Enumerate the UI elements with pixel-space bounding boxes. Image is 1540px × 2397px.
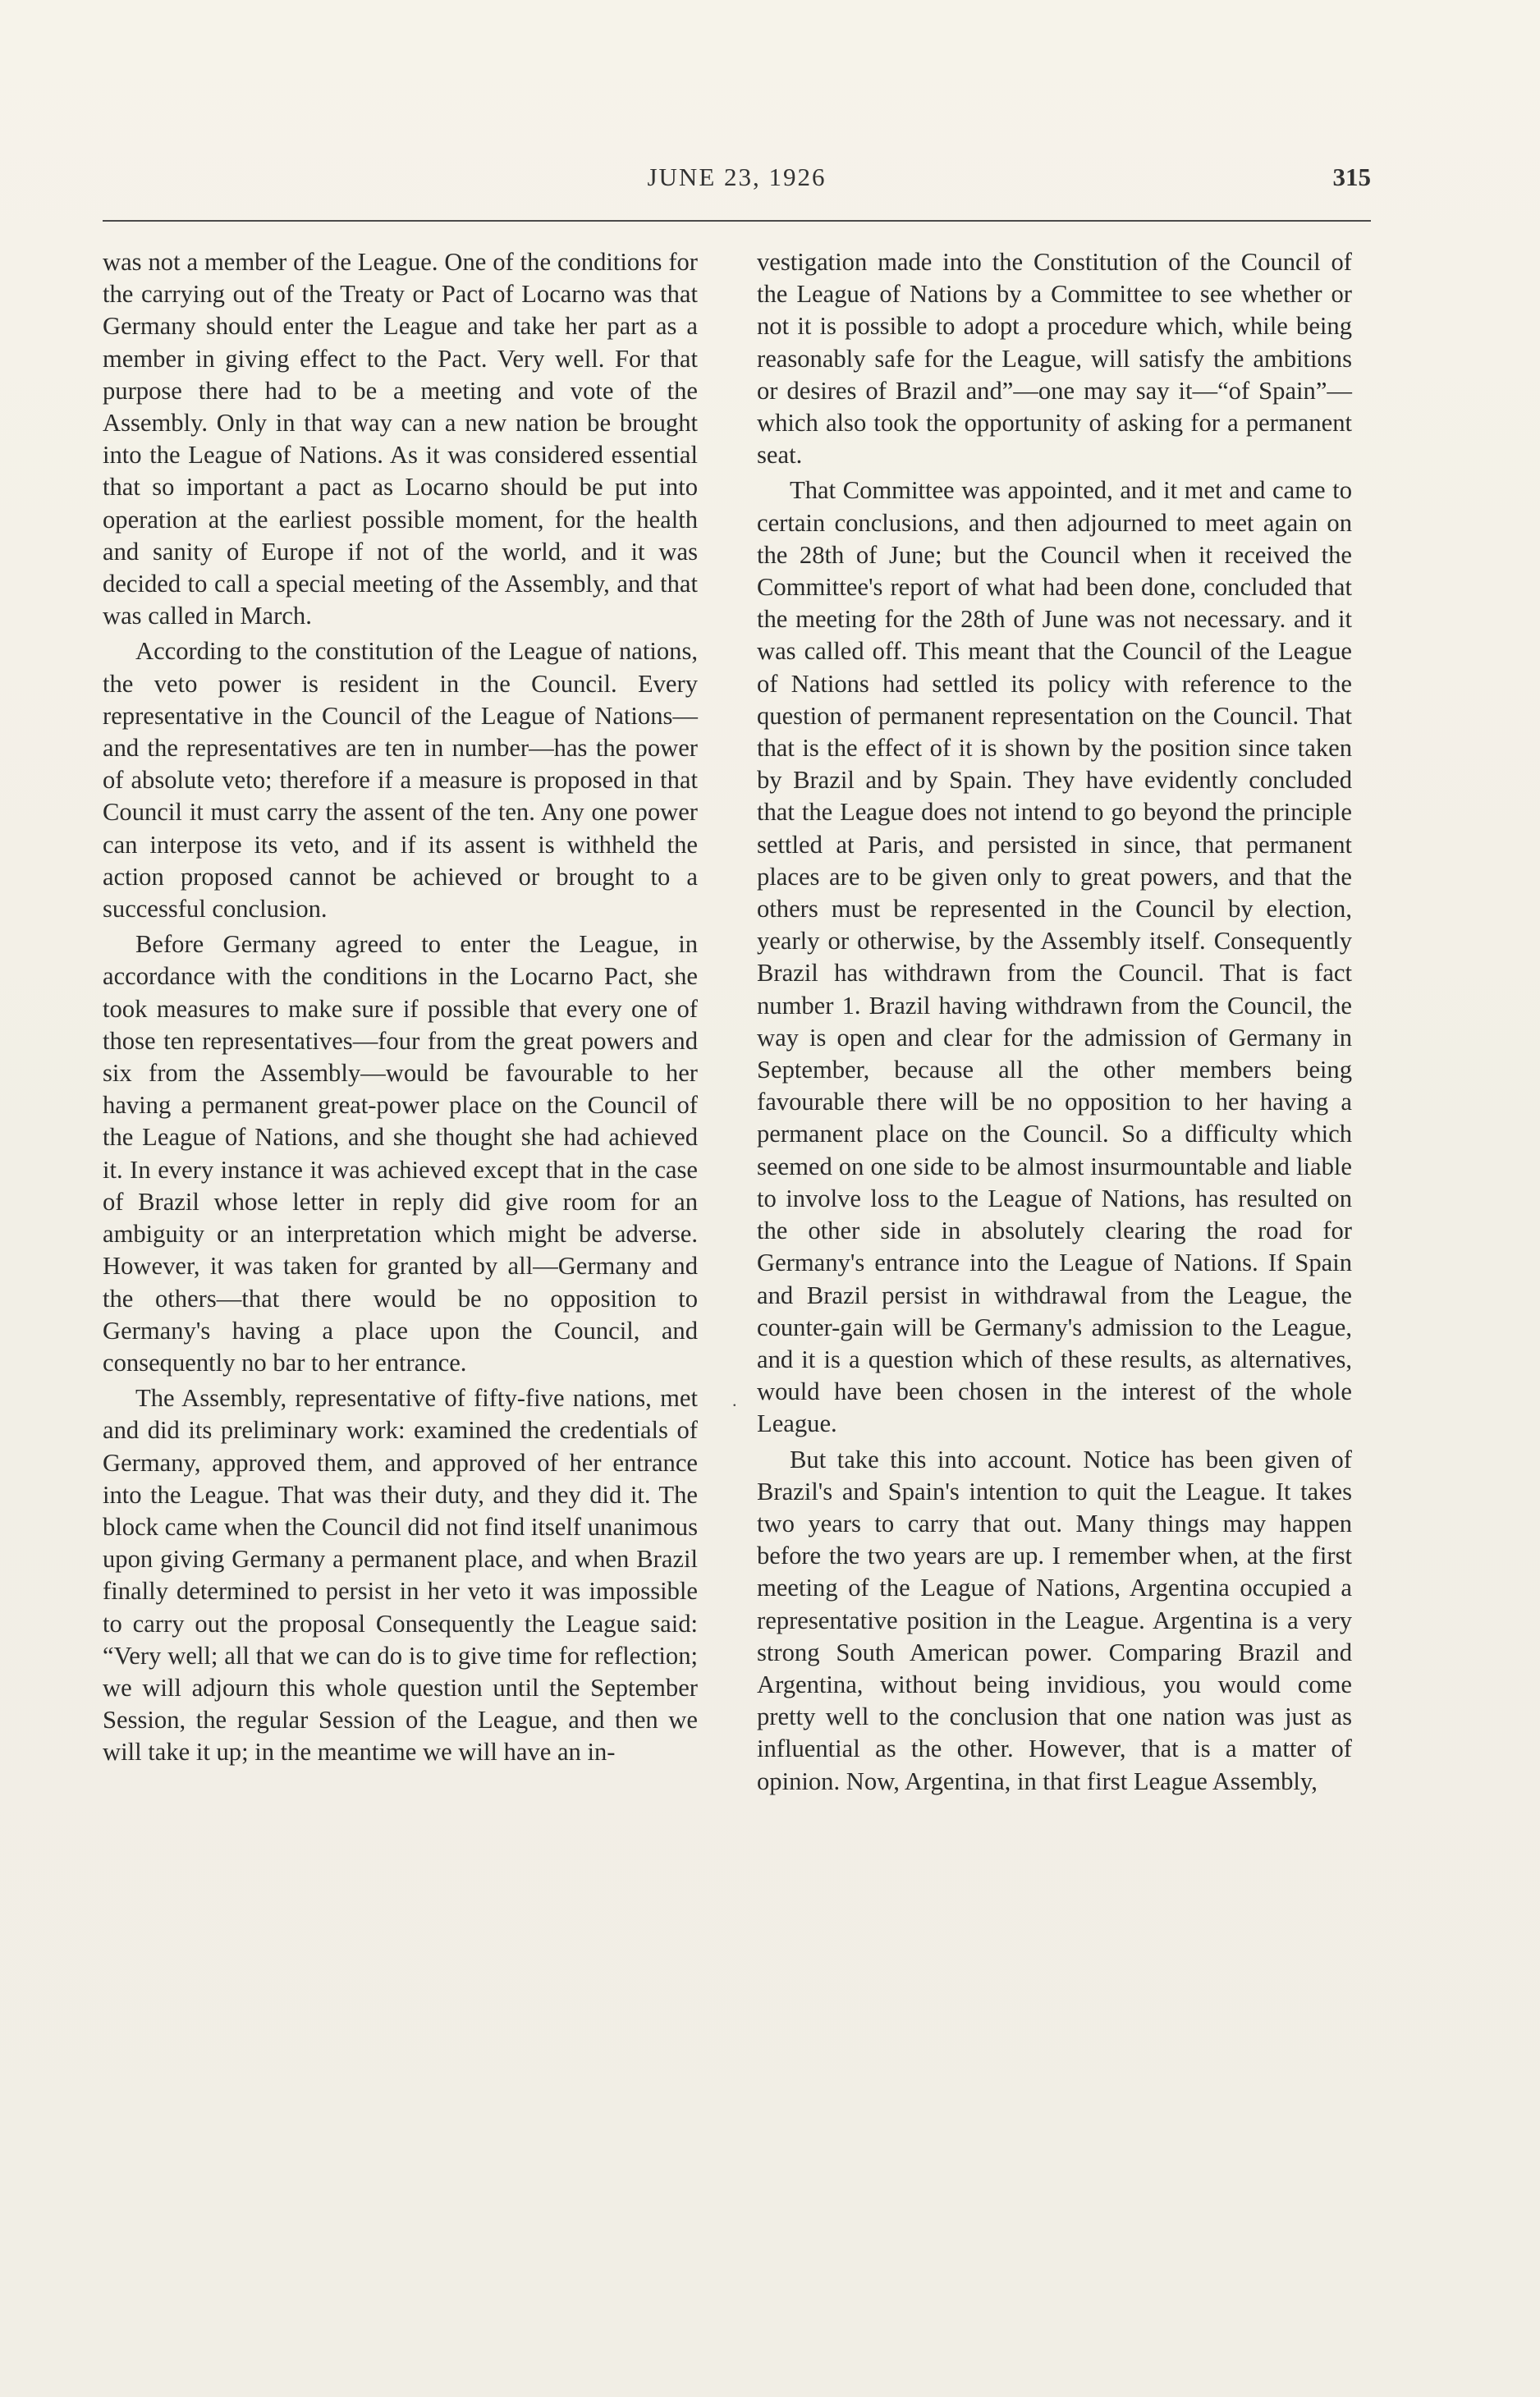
left-paragraph-4: The Assembly, representative of fifty-five nations, met and did its preliminary work: examined the credentials of Germany, approved them, and approved of her entrance into the League. That was their duty, and they did it. The block came when the Council did not find itself unanimous upon giving Germany a permanent place, and when Brazil finally determined to persist in her veto it was impossible to carry out the proposal Consequently the League said: “Very well; all that we can do is to give time for reflection; we will adjourn this whole question until the September Session, the regular Session of the League, and then we will take it up; in the meantime we will have an in- [103, 1384, 698, 1767]
margin-mark: . [732, 1390, 737, 1410]
left-paragraph-2: According to the constitution of the League of nations, the veto power is resident in the Council. Every representative in the Council of the League of Nations—and the representatives are ten in number—has the power of absolute veto; therefore if a measure is proposed in that Council it must carry the assent of the ten. Any one power can interpose its veto, and if its assent is withheld the action proposed cannot be achieved or brought to a successful conclusion. [103, 637, 698, 924]
header-date: JUNE 23, 1926 [647, 163, 827, 191]
right-paragraph-1: vestigation made into the Constitution of the Council of the League of Nations by a Committee to see whether or not it is possible to adopt a procedure which, while being reasonably safe for the League, will satisfy the ambitions or desires of Brazil and”—one may say it—“of Spain”—which also took the opportunity of asking for a permanent seat. [757, 248, 1352, 470]
right-paragraph-2: That Committee was appointed, and it met and came to certain conclusions, and then adjourned to meet again on the 28th of June; but the Council when it received the Committee's report of what had been done, concluded that the meeting for the 28th of June was not necessary. and it was called off. This meant that the Council of the League of Nations had settled its policy with reference to the question of permanent representation on the Council. That that is the effect of it is shown by the position since taken by Brazil and by Spain. They have evidently concluded that the League does not intend to go beyond the principle settled at Paris, and persisted in since, that permanent places are to be given only to great powers, and that the others must be represented in the Council by election, yearly or otherwise, by the Assembly itself. Consequently Brazil has withdrawn from the Council. That is fact number 1. Brazil having withdrawn from the Council, the way is open and clear for the admission of Germany in September, because all the other members being favourable there will be no opposition to her having a permanent place on the Council. So a difficulty which seemed on one side to be almost insurmountable and liable to involve loss to the League of Nations, has resulted on the other side in absolutely clearing the road for Germany's entrance into the League of Nations. If Spain and Brazil persist in withdrawal from the League, the counter-gain will be Germany's admission to the League, and it is a question which of these results, as alternatives, would have been chosen in the interest of the whole League. [757, 476, 1352, 1438]
header-rule [103, 220, 1371, 222]
page-number: 315 [1332, 163, 1371, 191]
right-column [757, 246, 1352, 1798]
left-paragraph-3: Before Germany agreed to enter the League, in accordance with the conditions in the Locarno Pact, she took measures to make sure if possible that every one of those ten representatives—four from the great powers and six from the Assembly—would be favourable to her having a permanent great-power place on the Council of the League of Nations, and she thought she had achieved it. In every instance it was achieved except that in the case of Brazil whose letter in reply did give room for an ambiguity or an interpretation which might be adverse. However, it was taken for granted by all—Germany and the others—that there would be no opposition to Germany's having a place upon the Council, and consequently no bar to her entrance. [103, 930, 698, 1377]
right-paragraph-3: But take this into account. Notice has been given of Brazil's and Spain's intention to quit the League. It takes two years to carry that out. Many things may happen before the two years are up. I remember when, at the first meeting of the League of Nations, Argentina occupied a representative position in the League. Argentina is a very strong South American power. Comparing Brazil and Argentina, without being invidious, you would come pretty well to the conclusion that one nation was just as influential as the other. However, that is a matter of opinion. Now, Argentina, in that first League Assembly, [757, 1445, 1352, 1795]
left-column [103, 246, 698, 1769]
left-paragraph-1: was not a member of the League. One of the conditions for the carrying out of the Treaty or Pact of Locarno was that Germany should enter the League and take her part as a member in giving effect to the Pact. Very well. For that purpose there had to be a meeting and vote of the Assembly. Only in that way can a new nation be brought into the League of Nations. As it was considered essential that so important a pact as Locarno should be put into operation at the earliest possible moment, for the health and sanity of Europe if not of the world, and it was decided to call a special meeting of the Assembly, and that was called in March. [103, 248, 698, 630]
page-header [103, 163, 1371, 212]
